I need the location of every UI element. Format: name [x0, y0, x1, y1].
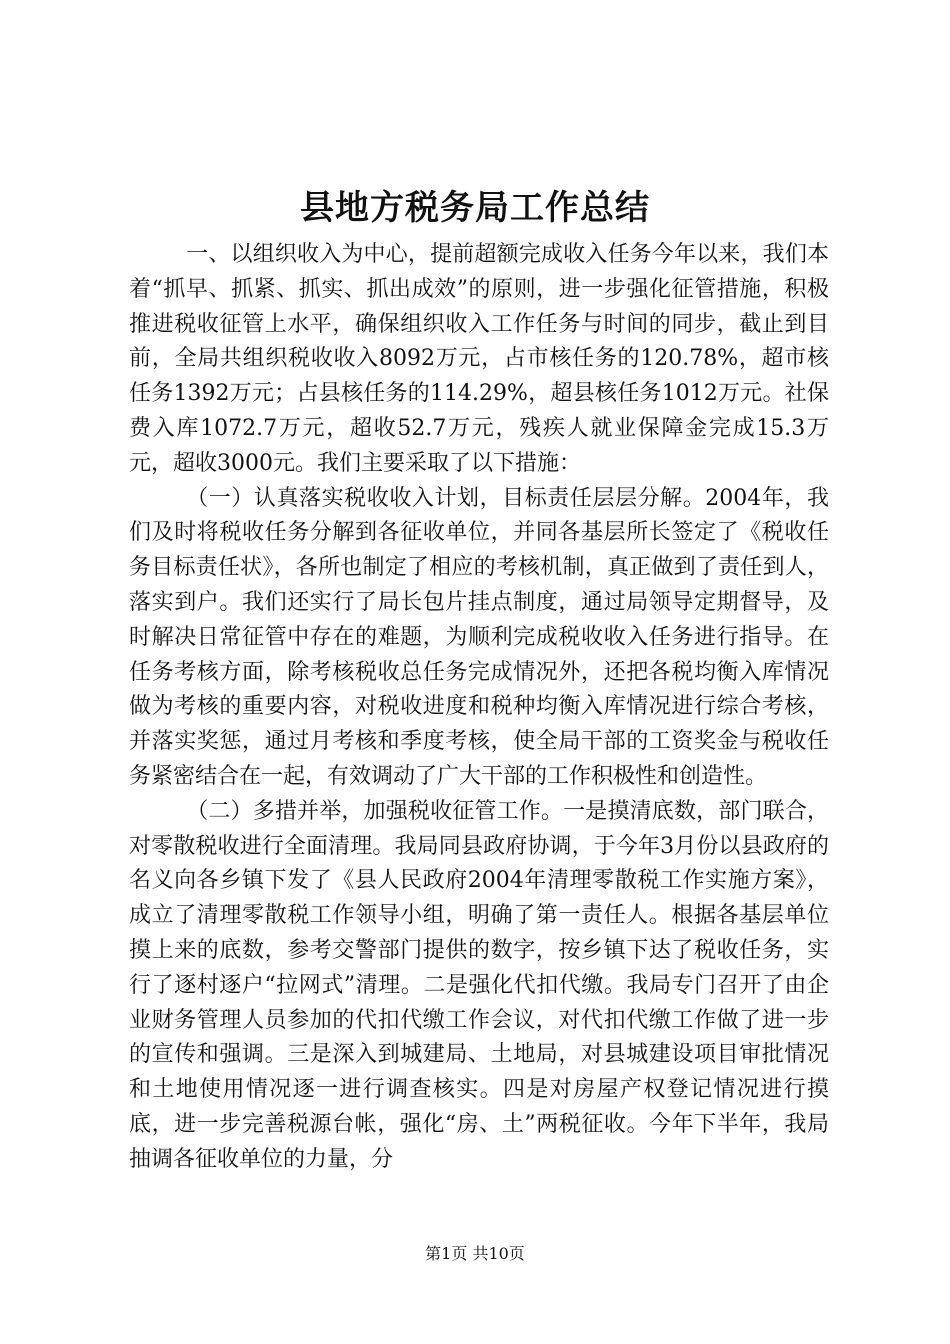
page-footer: 第1页 共10页	[425, 1244, 525, 1263]
document-title: 县地方税务局工作总结	[300, 188, 650, 228]
document-body	[129, 238, 829, 1178]
paragraph-1: 一、以组织收入为中心，提前超额完成收入任务今年以来，我们本着“抓早、抓紧、抓实、抓出成效”的原则，进一步强化征管措施，积极推进税收征管上水平，确保组织收入工作任务与时间的同步，截止到目前，全局共组织税收收入8092万元，占市核任务的120.78%，超市核任务1392万元；占县核任务的114.29%，超县核任务1012万元。社保费入库1072.7万元，超收52.7万元，残疾人就业保障金完成15.3万元，超收3000元。我们主要采取了以下措施：	[129, 242, 829, 476]
paragraph-3: （二）多措并举，加强税收征管工作。一是摸清底数，部门联合，对零散税收进行全面清理。我局同县政府协调，于今年3月份以县政府的名义向各乡镇下发了《县人民政府2004年清理零散税工作实施方案》，成立了清理零散税工作领导小组，明确了第一责任人。根据各基层单位摸上来的底数，参考交警部门提供的数字，按乡镇下达了税收任务，实行了逐村逐户“拉网式”清理。二是强化代扣代缴。我局专门召开了由企业财务管理人员参加的代扣代缴工作会议，对代扣代缴工作做了进一步的宣传和强调。三是深入到城建局、土地局，对县城建设项目审批情况和土地使用情况逐一进行调查核实。四是对房屋产权登记情况进行摸底，进一步完善税源台帐，强化“房、土”两税征收。今年下半年，我局抽调各征收单位的力量，分	[129, 798, 829, 1172]
paragraph-2: （一）认真落实税收收入计划，目标责任层层分解。2004年，我们及时将税收任务分解到各征收单位，并同各基层所长签定了《税收任务目标责任状》，各所也制定了相应的考核机制，真正做到了责任到人，落实到户。我们还实行了局长包片挂点制度，通过局领导定期督导，及时解决日常征管中存在的难题，为顺利完成税收收入任务进行指导。在任务考核方面，除考核税收总任务完成情况外，还把各税均衡入库情况做为考核的重要内容，对税收进度和税种均衡入库情况进行综合考核，并落实奖惩，通过月考核和季度考核，使全局干部的工资奖金与税收任务紧密结合在一起，有效调动了广大干部的工作积极性和创造性。	[129, 485, 829, 789]
